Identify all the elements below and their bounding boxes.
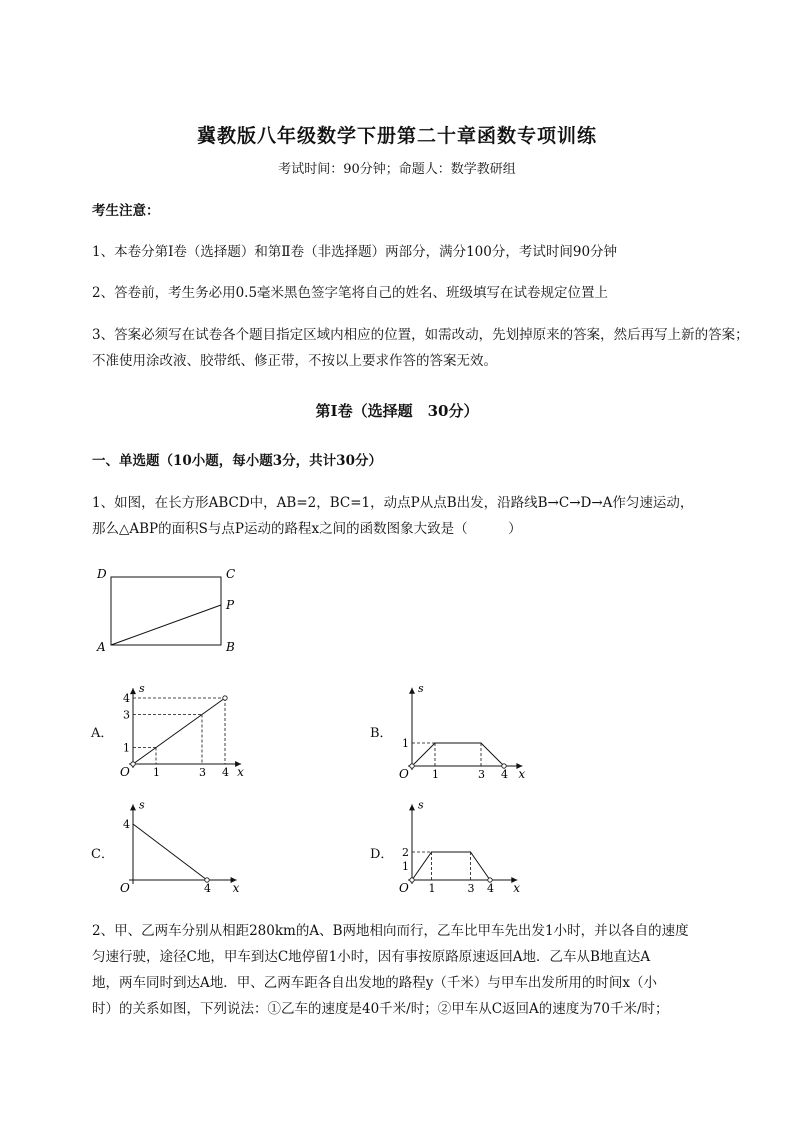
origin-label: O: [120, 881, 130, 895]
option-d-label: D．: [370, 847, 394, 862]
x-tick-label: 4: [487, 882, 494, 895]
x-axis-label: x: [232, 881, 240, 895]
y-tick-label: 3: [123, 708, 130, 722]
y-axis-arrow: [409, 804, 415, 810]
segment-ap: [111, 605, 221, 645]
y-axis-arrow: [130, 688, 136, 694]
question-1-line-2: 那么△ABP的面积S与点P运动的路程x之间的函数图象大致是（ ）: [92, 521, 522, 537]
question-1-line-1: 1、如图，在长方形ABCD中，AB=2，BC=1，动点P从点B出发，沿路线B→C→D→A作匀速运动，: [92, 495, 694, 511]
x-tick-label: 1: [428, 882, 436, 895]
label-c: C: [226, 567, 236, 581]
question-2-line-4: 时）的关系如图，下列说法：①乙车的速度是40千米/时；②甲车从C返回A的速度为70千米/时；: [92, 1001, 669, 1017]
question-2-line-1: 2、甲、乙两车分别从相距280km的A、B两地相向而行，乙车比甲车先出发1小时，并以各自的速度: [92, 923, 689, 939]
notice-item-1: 1、本卷分第Ⅰ卷（选择题）和第Ⅱ卷（非选择题）两部分，满分100分，考试时间90分钟: [92, 244, 618, 260]
question-2-line-3: 地，两车同时到达A地．甲、乙两车距各自出发地的路程y（千米）与甲车出发所用的时间x（小: [92, 975, 657, 991]
y-axis-label: s: [139, 682, 145, 696]
y-tick-label: 4: [123, 818, 130, 831]
option-b-graph: [392, 680, 526, 781]
option-b-label: B．: [370, 726, 393, 741]
x-axis-label: x: [513, 881, 521, 895]
endpoint-circle: [410, 878, 414, 882]
x-tick-label: 3: [467, 882, 475, 895]
y-axis-label: s: [139, 798, 145, 812]
y-tick-label: 1: [402, 737, 409, 750]
endpoint-circle: [223, 696, 227, 700]
origin-label: O: [399, 881, 409, 895]
series-line: [412, 852, 490, 880]
y-axis-label: s: [418, 798, 424, 812]
option-a-label: A．: [91, 726, 114, 741]
y-tick-label: 1: [123, 741, 130, 755]
x-axis-label: x: [518, 767, 526, 781]
y-axis-arrow: [130, 804, 136, 810]
exam-info: 考试时间：90分钟；命题人：数学教研组: [278, 162, 516, 177]
origin-label: O: [399, 767, 409, 781]
option-a-graph: [113, 678, 243, 778]
section-title: 第Ⅰ卷（选择题 30分）: [315, 402, 479, 420]
page-title: 冀教版八年级数学下册第二十章函数专项训练: [196, 125, 597, 147]
rectangle-figure: [90, 562, 250, 657]
y-tick-label: 2: [402, 846, 409, 859]
series-line: [412, 743, 504, 766]
series-line: [133, 824, 207, 880]
origin-label: O: [120, 765, 130, 779]
y-tick-label: 1: [402, 860, 409, 873]
label-b: B: [226, 640, 235, 654]
x-tick-label: 4: [222, 766, 229, 779]
option-d-graph: [392, 798, 522, 898]
series-line: [133, 698, 225, 764]
y-tick-label: 4: [123, 692, 130, 705]
label-d: D: [97, 567, 107, 581]
label-a: A: [97, 640, 106, 654]
y-axis-arrow: [409, 688, 415, 694]
x-tick-label: 3: [199, 766, 206, 779]
part-heading: 一、单选题（10小题，每小题3分，共计30分）: [92, 453, 382, 469]
question-2-line-2: 匀速行驶，途径C地，甲车到达C地停留1小时，因有事按原路原速返回A地．乙车从B地直达A: [92, 949, 651, 965]
option-c-label: C．: [91, 847, 114, 862]
x-axis-label: x: [237, 765, 244, 779]
x-tick-label: 1: [432, 768, 439, 781]
endpoint-circle: [410, 764, 414, 768]
x-tick-label: 4: [501, 768, 508, 781]
notice-heading: 考生注意：: [92, 203, 160, 219]
label-p: P: [226, 598, 235, 612]
option-c-graph: [113, 798, 243, 898]
notice-item-3: 3、答案必须写在试卷各个题目指定区域内相应的位置，如需改动，先划掉原来的答案，然后再写上新的答案；不准使用涂改液、胶带纸、修正带，不按以上要求作答的答案无效。: [92, 327, 749, 369]
endpoint-circle: [131, 762, 135, 766]
x-tick-label: 4: [204, 882, 211, 895]
x-tick-label: 3: [478, 768, 485, 781]
notice-item-2: 2、答卷前，考生务必用0.5毫米黑色签字笔将自己的姓名、班级填写在试卷规定位置上: [92, 285, 609, 301]
y-axis-label: s: [418, 681, 424, 695]
x-tick-label: 1: [153, 766, 160, 779]
